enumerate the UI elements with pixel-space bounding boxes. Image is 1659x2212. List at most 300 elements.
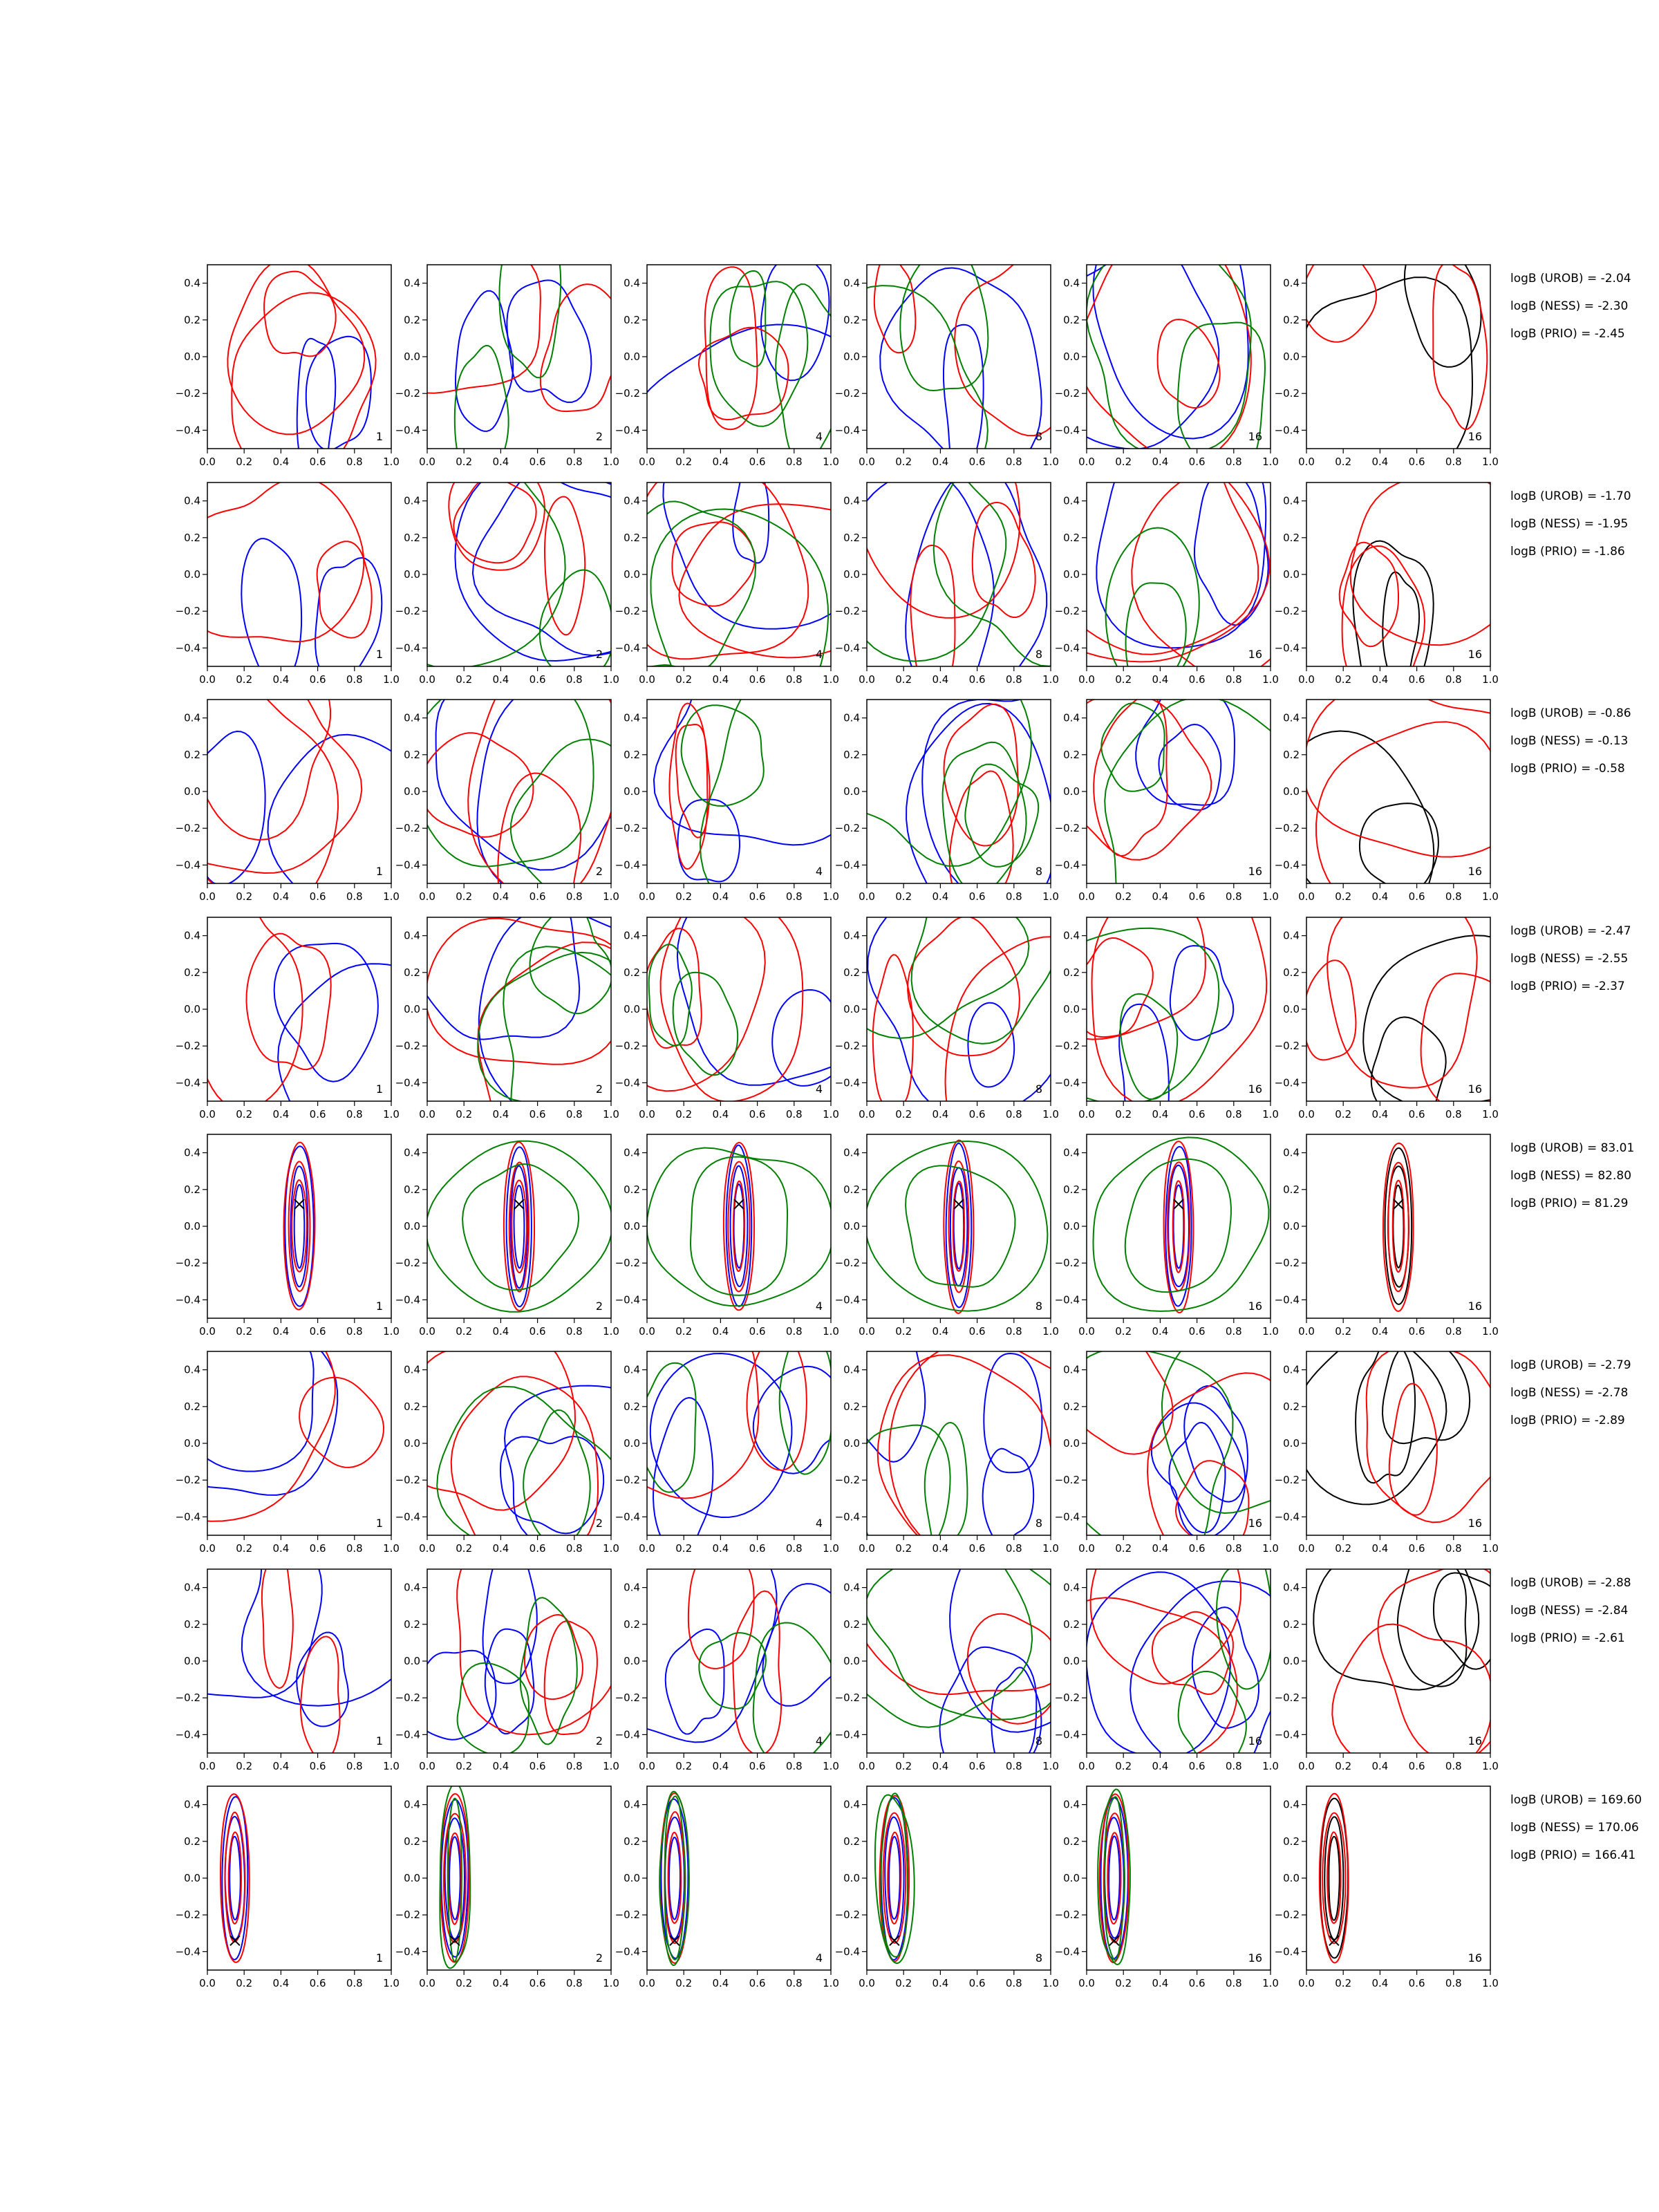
- contour-line: [1179, 1671, 1246, 1770]
- x-tick-label: 0.0: [1298, 1108, 1315, 1121]
- x-tick-label: 1.0: [1262, 1108, 1279, 1121]
- y-tick-label: 0.4: [843, 494, 860, 507]
- x-tick-label: 0.0: [199, 1325, 216, 1338]
- x-tick-label: 0.2: [675, 456, 693, 468]
- y-tick-label: −0.2: [175, 1257, 200, 1270]
- log-bayes-factor-line: logB (PRIO) = -1.86: [1510, 545, 1625, 559]
- y-tick-label: 0.4: [404, 1363, 420, 1376]
- y-axis: [1275, 495, 1306, 655]
- panel-label: 2: [595, 865, 603, 878]
- y-tick-label: −0.2: [175, 1040, 200, 1053]
- y-tick-label: 0.0: [1063, 350, 1080, 363]
- y-axis: [1055, 930, 1087, 1089]
- y-tick-label: 0.4: [843, 1363, 860, 1376]
- x-tick-label: 0.2: [236, 456, 253, 468]
- panel-label: 16: [1468, 1734, 1482, 1747]
- y-tick-label: 0.0: [1063, 568, 1080, 581]
- x-tick-label: 0.8: [1005, 1325, 1022, 1338]
- contour-line: [1107, 1833, 1121, 1924]
- x-tick-label: 1.0: [1482, 456, 1499, 468]
- x-tick-label: 0.4: [272, 456, 290, 468]
- x-tick-label: 0.0: [199, 673, 216, 686]
- panel-label: 8: [1035, 1951, 1042, 1965]
- y-axis: [1275, 930, 1306, 1089]
- x-tick-label: 0.2: [1335, 1325, 1352, 1338]
- x-tick-label: 0.8: [346, 1542, 363, 1555]
- x-tick-label: 0.4: [1371, 1542, 1389, 1555]
- panel-label: 1: [375, 430, 383, 443]
- x-tick-label: 0.4: [272, 1108, 290, 1121]
- log-bayes-factors: [1510, 1793, 1642, 1862]
- x-tick-label: 0.4: [712, 1542, 729, 1555]
- y-tick-label: 0.0: [1283, 350, 1300, 363]
- x-tick-label: 0.8: [1445, 1108, 1462, 1121]
- x-tick-label: 0.8: [1005, 456, 1022, 468]
- contour-line: [478, 942, 688, 1174]
- contour-line: [1393, 1185, 1403, 1268]
- contour-line: [1351, 474, 1533, 645]
- x-axis: [199, 883, 400, 903]
- x-tick-label: 1.0: [823, 890, 839, 903]
- panel-label: 1: [375, 1300, 383, 1313]
- x-tick-label: 1.0: [603, 1325, 619, 1338]
- y-axis: [1275, 1799, 1306, 1958]
- contour-line: [677, 845, 894, 1085]
- contour-line: [449, 1833, 462, 1924]
- x-tick-label: 0.2: [1115, 673, 1132, 686]
- contour-line: [1382, 1341, 1470, 1443]
- y-axis: [615, 495, 647, 655]
- contour-line: [268, 735, 431, 959]
- x-tick-label: 0.4: [712, 1108, 729, 1121]
- x-tick-label: 1.0: [1482, 673, 1499, 686]
- panel-r5-c1: [176, 1134, 400, 1338]
- contour-line: [306, 337, 371, 450]
- contour-set: [628, 256, 882, 511]
- x-tick-label: 0.6: [968, 1325, 986, 1338]
- x-tick-label: 0.6: [309, 673, 326, 686]
- x-tick-label: 0.4: [1371, 456, 1389, 468]
- axes-frame: [427, 1351, 611, 1535]
- x-tick-label: 0.6: [1188, 673, 1206, 686]
- x-tick-label: 0.4: [1152, 1325, 1169, 1338]
- y-tick-label: 0.0: [404, 1220, 420, 1232]
- x-tick-label: 0.6: [749, 890, 766, 903]
- y-tick-label: 0.4: [184, 711, 200, 724]
- y-tick-label: 0.4: [184, 1146, 200, 1159]
- y-tick-label: −0.4: [615, 1728, 640, 1741]
- y-tick-label: −0.4: [615, 641, 640, 655]
- axes-frame: [427, 917, 611, 1101]
- x-tick-label: 0.2: [456, 673, 473, 686]
- y-tick-label: −0.2: [1274, 605, 1300, 618]
- contour-set: [221, 1794, 250, 1962]
- x-tick-label: 0.0: [1078, 1325, 1095, 1338]
- y-tick-label: 0.4: [1283, 1363, 1300, 1376]
- x-axis: [1078, 449, 1279, 468]
- panel-label: 4: [815, 1517, 823, 1530]
- y-tick-label: 0.4: [624, 929, 640, 942]
- y-tick-label: 0.4: [184, 1798, 200, 1811]
- panel-label: 16: [1248, 1082, 1262, 1096]
- y-tick-label: −0.4: [1274, 1293, 1300, 1306]
- x-tick-label: 0.2: [456, 1542, 473, 1555]
- x-tick-label: 1.0: [1042, 1325, 1059, 1338]
- y-tick-label: −0.4: [175, 1510, 200, 1524]
- x-axis: [1078, 1101, 1279, 1121]
- y-tick-label: 0.2: [404, 531, 420, 544]
- y-tick-label: −0.4: [395, 1510, 420, 1524]
- x-tick-label: 0.0: [1078, 456, 1095, 468]
- y-axis: [1275, 1582, 1306, 1741]
- x-tick-label: 0.4: [932, 673, 949, 686]
- y-tick-label: 0.0: [624, 1655, 640, 1667]
- y-tick-label: 0.4: [1283, 494, 1300, 507]
- contour-line: [1217, 1546, 1273, 1689]
- y-tick-label: −0.2: [1054, 1257, 1080, 1270]
- y-tick-label: 0.4: [1063, 1363, 1080, 1376]
- x-tick-label: 1.0: [823, 1542, 839, 1555]
- y-tick-label: −0.2: [1274, 387, 1300, 400]
- x-tick-label: 1.0: [1042, 1542, 1059, 1555]
- contour-line: [1434, 1573, 1503, 1669]
- y-tick-label: 0.0: [184, 568, 200, 581]
- x-tick-label: 1.0: [1262, 456, 1279, 468]
- y-tick-label: 0.2: [184, 1835, 200, 1848]
- axes-frame: [427, 482, 611, 666]
- axes-frame: [1087, 1569, 1271, 1753]
- axes-frame: [647, 917, 831, 1101]
- y-tick-label: −0.4: [175, 641, 200, 655]
- panel-r1-c5: [1047, 202, 1279, 486]
- x-tick-label: 0.0: [1078, 890, 1095, 903]
- y-tick-label: −0.4: [834, 641, 860, 655]
- contour-line: [297, 339, 336, 495]
- panel-label: 16: [1468, 430, 1482, 443]
- y-tick-label: 0.4: [184, 1363, 200, 1376]
- y-tick-label: 0.2: [1283, 531, 1300, 544]
- y-axis: [615, 277, 647, 437]
- x-tick-label: 0.2: [456, 1760, 473, 1772]
- x-tick-label: 1.0: [1482, 1325, 1499, 1338]
- x-tick-label: 0.6: [309, 1108, 326, 1121]
- y-tick-label: 0.0: [843, 568, 860, 581]
- contour-line: [1327, 897, 1477, 1088]
- x-tick-label: 0.2: [1115, 890, 1132, 903]
- y-tick-label: 0.4: [843, 1798, 860, 1811]
- y-tick-label: 0.4: [404, 711, 420, 724]
- x-tick-label: 0.4: [1152, 456, 1169, 468]
- x-tick-label: 0.8: [1225, 890, 1242, 903]
- y-tick-label: −0.2: [395, 1257, 420, 1270]
- contour-line: [449, 1837, 460, 1920]
- panel-label: 4: [815, 430, 823, 443]
- x-tick-label: 0.8: [1445, 673, 1462, 686]
- y-axis: [395, 1364, 427, 1524]
- panel-label: 16: [1248, 1951, 1262, 1965]
- y-tick-label: 0.2: [1283, 1400, 1300, 1413]
- y-tick-label: 0.0: [1283, 785, 1300, 798]
- x-tick-label: 0.0: [639, 890, 655, 903]
- x-tick-label: 0.6: [1408, 673, 1425, 686]
- y-tick-label: −0.2: [615, 1040, 640, 1053]
- x-tick-label: 0.6: [1188, 890, 1206, 903]
- x-tick-label: 0.4: [1371, 1325, 1389, 1338]
- contour-line: [436, 668, 649, 870]
- y-tick-label: −0.4: [834, 424, 860, 437]
- contour-line: [395, 1333, 575, 1510]
- y-tick-label: 0.2: [1063, 531, 1080, 544]
- y-tick-label: −0.2: [615, 1909, 640, 1922]
- x-tick-label: 0.2: [1335, 1760, 1352, 1772]
- y-tick-label: −0.2: [615, 1474, 640, 1487]
- x-axis: [1298, 883, 1499, 903]
- x-tick-label: 0.4: [1152, 673, 1169, 686]
- x-tick-label: 0.6: [309, 456, 326, 468]
- y-tick-label: 0.2: [624, 748, 640, 761]
- x-tick-label: 0.2: [675, 1977, 693, 1989]
- x-axis: [639, 1970, 839, 1989]
- panel-label: 1: [375, 1517, 383, 1530]
- contour-line: [953, 1181, 964, 1271]
- y-tick-label: 0.2: [1063, 1618, 1080, 1631]
- x-tick-label: 0.0: [639, 1108, 655, 1121]
- x-tick-label: 1.0: [383, 1325, 400, 1338]
- x-tick-label: 0.6: [749, 1542, 766, 1555]
- log-bayes-factor-line: logB (UROB) = -2.04: [1510, 272, 1631, 285]
- y-axis: [395, 712, 427, 872]
- x-tick-label: 0.2: [1115, 1977, 1132, 1989]
- x-tick-label: 0.6: [1188, 1108, 1206, 1121]
- x-tick-label: 1.0: [1262, 1977, 1279, 1989]
- y-tick-label: 0.4: [1283, 1146, 1300, 1159]
- contour-line: [262, 1550, 293, 1688]
- y-tick-label: 0.4: [1283, 929, 1300, 942]
- x-axis: [419, 1753, 619, 1772]
- panel-label: 2: [595, 1517, 603, 1530]
- x-tick-label: 1.0: [1042, 673, 1059, 686]
- contour-line: [1173, 1181, 1185, 1272]
- x-tick-label: 0.2: [895, 890, 912, 903]
- contour-line: [1329, 1837, 1339, 1920]
- axes-frame: [647, 265, 831, 449]
- x-tick-label: 0.2: [675, 673, 693, 686]
- x-axis: [419, 883, 619, 903]
- x-tick-label: 0.8: [785, 456, 803, 468]
- log-bayes-factor-line: logB (UROB) = -2.88: [1510, 1576, 1631, 1590]
- y-tick-label: 0.0: [184, 1220, 200, 1232]
- contour-line: [650, 1353, 792, 1517]
- x-tick-label: 0.2: [895, 1977, 912, 1989]
- y-tick-label: 0.4: [404, 1146, 420, 1159]
- y-axis: [1055, 1364, 1087, 1524]
- panel-label: 1: [375, 1082, 383, 1096]
- y-axis: [1055, 1799, 1087, 1958]
- x-tick-label: 0.8: [1225, 1977, 1242, 1989]
- x-tick-label: 0.2: [895, 1325, 912, 1338]
- x-tick-label: 0.4: [932, 1977, 949, 1989]
- contour-line: [511, 1166, 528, 1288]
- y-tick-label: −0.4: [395, 1293, 420, 1306]
- x-tick-label: 0.8: [1005, 890, 1022, 903]
- panel-label: 4: [815, 648, 823, 661]
- x-tick-label: 0.6: [968, 673, 986, 686]
- x-tick-label: 0.2: [236, 1325, 253, 1338]
- x-tick-label: 1.0: [603, 673, 619, 686]
- y-tick-label: 0.2: [624, 966, 640, 979]
- axes-frame: [1087, 917, 1271, 1101]
- axes-frame: [207, 482, 391, 666]
- x-axis: [859, 666, 1059, 686]
- axes-frame: [647, 1351, 831, 1535]
- y-axis: [176, 930, 207, 1089]
- x-tick-label: 0.6: [1408, 1760, 1425, 1772]
- x-axis: [859, 1101, 1059, 1121]
- panel-label: 4: [815, 1082, 823, 1096]
- log-bayes-factor-line: logB (NESS) = -2.30: [1510, 299, 1629, 313]
- x-tick-label: 0.2: [456, 1977, 473, 1989]
- contour-line: [479, 908, 674, 1134]
- x-axis: [419, 1535, 619, 1555]
- y-tick-label: −0.2: [1274, 1909, 1300, 1922]
- x-tick-label: 0.6: [749, 1325, 766, 1338]
- x-tick-label: 1.0: [1042, 1108, 1059, 1121]
- panel-label: 8: [1035, 1517, 1042, 1530]
- y-tick-label: 0.2: [404, 1835, 420, 1848]
- y-tick-label: 0.0: [404, 1655, 420, 1667]
- y-tick-label: 0.2: [843, 1835, 860, 1848]
- x-tick-label: 1.0: [603, 456, 619, 468]
- y-tick-label: 0.4: [404, 929, 420, 942]
- contour-line: [172, 870, 303, 1110]
- y-tick-label: −0.4: [1274, 1076, 1300, 1089]
- x-tick-label: 0.0: [419, 1542, 435, 1555]
- x-axis: [419, 1101, 619, 1121]
- x-tick-label: 0.4: [712, 673, 729, 686]
- x-tick-label: 0.0: [1298, 1542, 1315, 1555]
- x-tick-label: 0.2: [895, 1760, 912, 1772]
- contour-line: [294, 1185, 305, 1268]
- contour-set: [1320, 1794, 1349, 1963]
- y-tick-label: 0.2: [843, 531, 860, 544]
- y-tick-label: 0.0: [184, 1872, 200, 1884]
- x-tick-label: 1.0: [383, 1542, 400, 1555]
- panel-r6-c6: [1275, 1334, 1510, 1555]
- x-tick-label: 1.0: [1262, 1542, 1279, 1555]
- contour-line: [1087, 222, 1251, 454]
- y-tick-label: 0.4: [184, 276, 200, 290]
- axes-frame: [647, 1569, 831, 1753]
- contour-line: [857, 1425, 950, 1562]
- x-tick-label: 0.0: [1298, 1977, 1315, 1989]
- panel-label: 16: [1248, 1300, 1262, 1313]
- y-axis: [176, 1364, 207, 1524]
- y-axis: [835, 277, 867, 437]
- contour-line: [776, 284, 843, 465]
- contour-set: [426, 1141, 612, 1312]
- y-tick-label: −0.2: [834, 1257, 860, 1270]
- figure-row-5: [176, 1134, 1635, 1338]
- x-tick-label: 1.0: [1262, 673, 1279, 686]
- y-tick-label: 0.4: [184, 494, 200, 507]
- y-tick-label: −0.4: [834, 1076, 860, 1089]
- panel-label: 4: [815, 1300, 823, 1313]
- panel-label: 1: [375, 865, 383, 878]
- panel-label: 8: [1035, 648, 1042, 661]
- x-tick-label: 0.4: [272, 1542, 290, 1555]
- x-tick-label: 0.4: [932, 456, 949, 468]
- x-tick-label: 0.8: [1445, 1977, 1462, 1989]
- y-tick-label: −0.2: [615, 605, 640, 618]
- x-tick-label: 0.2: [1335, 456, 1352, 468]
- contour-line: [1176, 1461, 1248, 1551]
- x-tick-label: 0.8: [1445, 1760, 1462, 1772]
- y-tick-label: −0.2: [1274, 822, 1300, 835]
- y-tick-label: 0.0: [1063, 785, 1080, 798]
- true-parameter-marker: [1394, 1199, 1403, 1209]
- x-tick-label: 1.0: [1042, 890, 1059, 903]
- x-axis: [199, 666, 400, 686]
- x-tick-label: 0.4: [1152, 890, 1169, 903]
- contour-line: [691, 1157, 787, 1295]
- panel-r5-c3: [615, 1134, 839, 1338]
- x-tick-label: 0.8: [565, 1542, 583, 1555]
- x-tick-label: 0.4: [492, 456, 509, 468]
- y-tick-label: 0.2: [624, 313, 640, 326]
- y-tick-label: −0.4: [834, 1728, 860, 1741]
- log-bayes-factor-line: logB (PRIO) = -2.45: [1510, 327, 1625, 341]
- x-tick-label: 0.6: [749, 1108, 766, 1121]
- contour-set: [1293, 237, 1487, 515]
- x-tick-label: 0.2: [236, 1108, 253, 1121]
- contour-line: [1018, 888, 1205, 1040]
- y-tick-label: 0.0: [184, 350, 200, 363]
- y-tick-label: 0.2: [843, 313, 860, 326]
- x-tick-label: 0.0: [419, 456, 435, 468]
- x-tick-label: 0.2: [675, 1325, 693, 1338]
- contour-line: [229, 1833, 241, 1924]
- y-axis: [835, 930, 867, 1089]
- contour-line: [1109, 1836, 1120, 1920]
- x-axis: [199, 1970, 400, 1989]
- y-tick-label: 0.4: [624, 276, 640, 290]
- x-tick-label: 0.4: [492, 890, 509, 903]
- x-tick-label: 0.2: [1335, 1108, 1352, 1121]
- y-tick-label: −0.4: [395, 641, 420, 655]
- x-tick-label: 0.2: [675, 1542, 693, 1555]
- panel-label: 16: [1468, 865, 1482, 878]
- y-tick-label: 0.2: [843, 748, 860, 761]
- y-tick-label: 0.4: [184, 1581, 200, 1594]
- contour-line: [1119, 1004, 1169, 1144]
- x-tick-label: 0.4: [272, 1760, 290, 1772]
- contour-set: [284, 1143, 315, 1310]
- y-tick-label: 0.4: [404, 276, 420, 290]
- true-parameter-marker: [294, 1199, 304, 1209]
- x-axis: [1298, 449, 1499, 468]
- y-axis: [1275, 277, 1306, 437]
- x-tick-label: 0.6: [1408, 890, 1425, 903]
- contour-line: [666, 1629, 724, 1734]
- y-axis: [1275, 1364, 1306, 1524]
- panel-label: 1: [375, 1734, 383, 1747]
- contour-set: [1047, 202, 1265, 486]
- x-tick-label: 0.8: [565, 890, 583, 903]
- y-axis: [835, 1364, 867, 1524]
- panel-r1-c4: [800, 243, 1086, 536]
- x-tick-label: 0.4: [932, 890, 949, 903]
- x-tick-label: 0.8: [346, 456, 363, 468]
